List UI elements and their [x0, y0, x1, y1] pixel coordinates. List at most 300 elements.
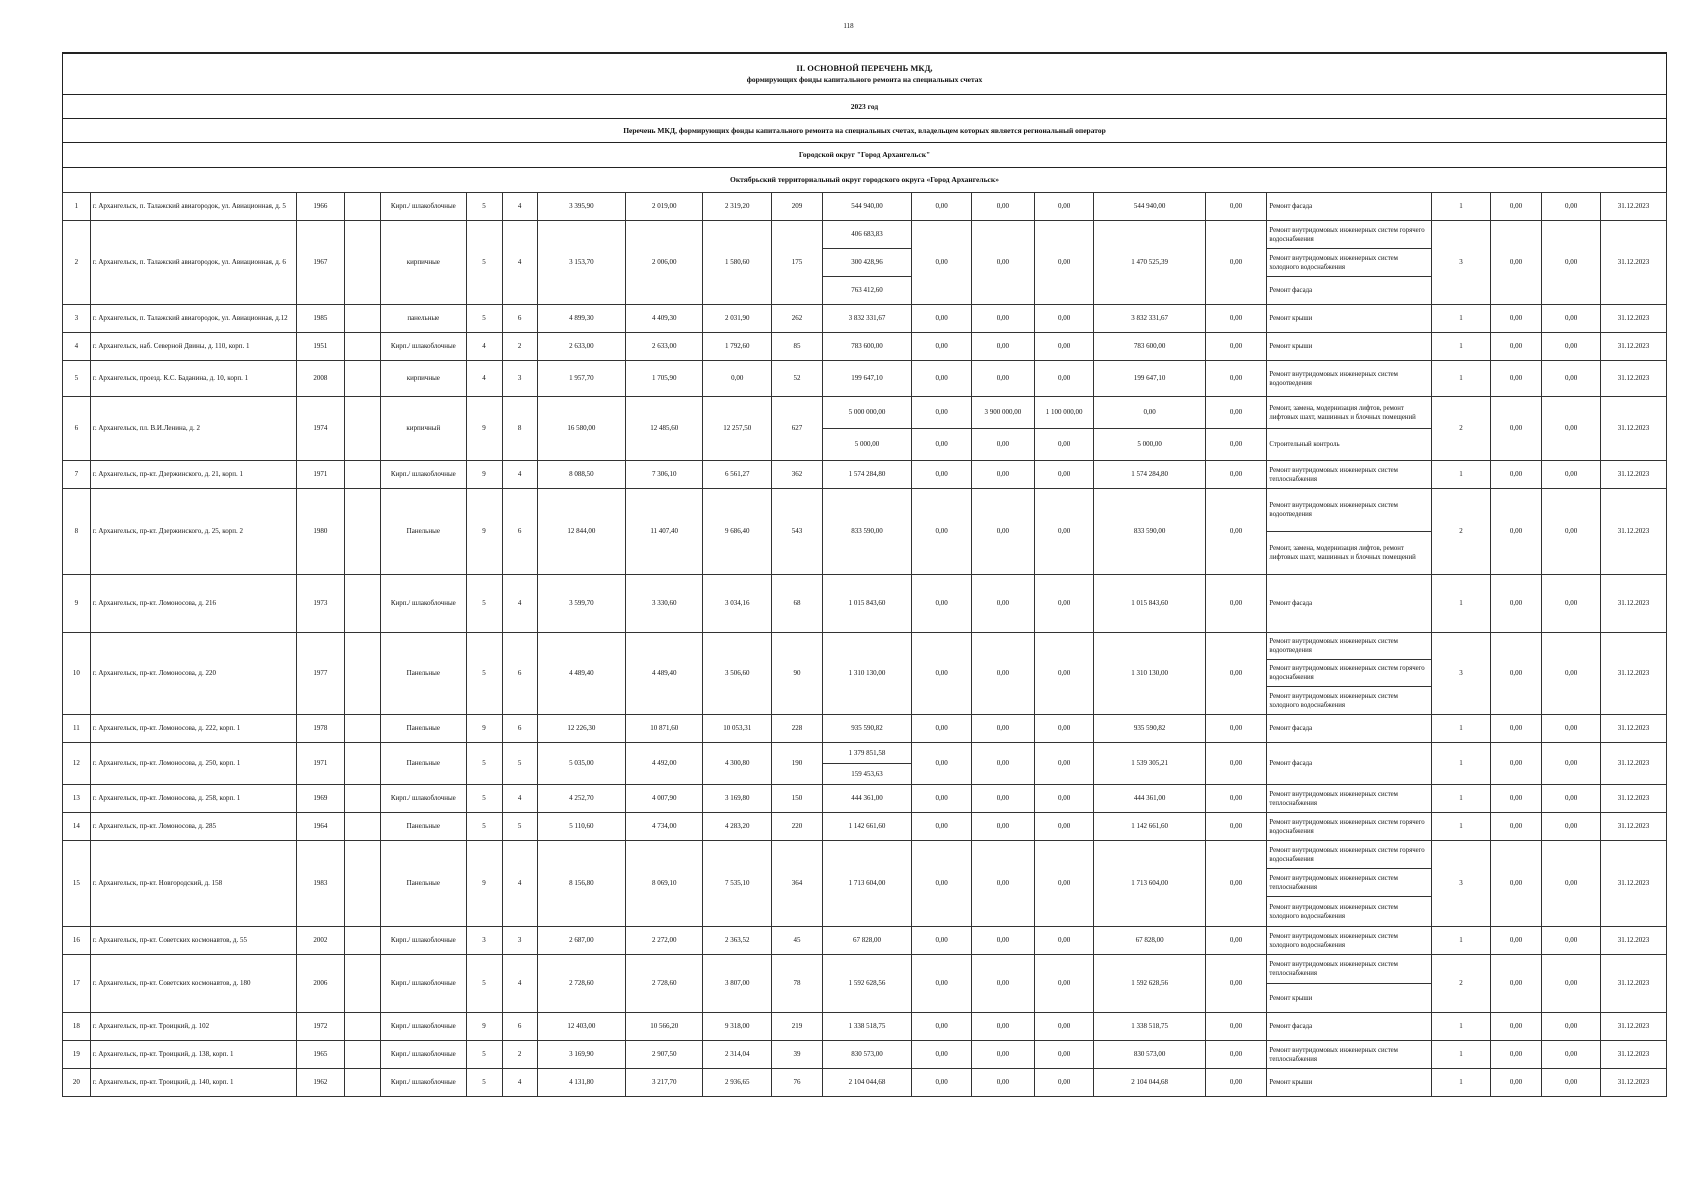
fund-owners: 830 573,00: [1094, 1041, 1205, 1069]
total-area: 4 489,40: [537, 633, 626, 715]
fund-federal: 0,00: [912, 1069, 972, 1097]
floors: 4: [466, 333, 502, 361]
specific-cost: 0,00: [1490, 743, 1541, 785]
fund-regional: 3 900 000,00: [971, 397, 1034, 429]
cost-total: 2 104 044,68: [822, 1069, 912, 1097]
work-type: Ремонт фасада: [1267, 277, 1432, 305]
fund-owners: 544 940,00: [1094, 193, 1205, 221]
address-cell: г. Архангельск, пр-кт. Ломоносова, д. 222, корп. 1: [90, 715, 296, 743]
work-type: Ремонт фасада: [1267, 743, 1432, 785]
works-count: 1: [1432, 305, 1491, 333]
fund-federal: 0,00: [912, 785, 972, 813]
works-count: 1: [1432, 461, 1491, 489]
fund-federal: 0,00: [912, 743, 972, 785]
plan-date: 31.12.2023: [1600, 333, 1666, 361]
fund-regional: 0,00: [971, 461, 1034, 489]
wall-material: Панельные: [381, 633, 466, 715]
floors: 5: [466, 1041, 502, 1069]
residents: 220: [772, 813, 822, 841]
owned-area: 2 314,04: [703, 1041, 772, 1069]
floors: 3: [466, 927, 502, 955]
fund-federal: 0,00: [912, 489, 972, 575]
entrances: 6: [502, 715, 537, 743]
row-number: 3: [63, 305, 91, 333]
specific-cost: 0,00: [1490, 575, 1541, 633]
floors: 9: [466, 489, 502, 575]
specific-cost: 0,00: [1490, 305, 1541, 333]
build-year: 1977: [296, 633, 344, 715]
fund-regional: 0,00: [971, 305, 1034, 333]
fund-local: 0,00: [1034, 1069, 1094, 1097]
work-type: Ремонт крыши: [1267, 984, 1432, 1013]
max-cost: 0,00: [1542, 361, 1601, 397]
work-type: Ремонт крыши: [1267, 333, 1432, 361]
floors: 5: [466, 955, 502, 1013]
build-year: 1974: [296, 397, 344, 461]
max-cost: 0,00: [1542, 333, 1601, 361]
cost-total: 199 647,10: [822, 361, 912, 397]
fund-other: 0,00: [1205, 333, 1267, 361]
total-area: 4 252,70: [537, 785, 626, 813]
residents: 68: [772, 575, 822, 633]
fund-local: 0,00: [1034, 715, 1094, 743]
total-area: 8 088,50: [537, 461, 626, 489]
fund-owners: 1 338 518,75: [1094, 1013, 1205, 1041]
work-type: Ремонт внутридомовых инженерных систем горячего водоснабжения: [1267, 813, 1432, 841]
owned-area: 3 034,16: [703, 575, 772, 633]
address-cell: г. Архангельск, пр-кт. Ломоносова, д. 250, корп. 1: [90, 743, 296, 785]
residents: 262: [772, 305, 822, 333]
living-area: 10 871,60: [626, 715, 703, 743]
living-area: 3 330,60: [626, 575, 703, 633]
fund-local: 0,00: [1034, 633, 1094, 715]
max-cost: 0,00: [1542, 305, 1601, 333]
build-year: 1980: [296, 489, 344, 575]
owned-area: 1 792,60: [703, 333, 772, 361]
residents: 52: [772, 361, 822, 397]
fund-regional: 0,00: [971, 715, 1034, 743]
build-year: 1985: [296, 305, 344, 333]
living-area: 2 633,00: [626, 333, 703, 361]
fund-regional: 0,00: [971, 333, 1034, 361]
work-type: Ремонт внутридомовых инженерных систем холодного водоснабжения: [1267, 897, 1432, 927]
specific-cost: 0,00: [1490, 927, 1541, 955]
fund-regional: 0,00: [971, 221, 1034, 305]
empty-cell: [345, 397, 381, 461]
fund-owners: 1 574 284,80: [1094, 461, 1205, 489]
address-cell: г. Архангельск, пр-кт. Дзержинского, д. 25, корп. 2: [90, 489, 296, 575]
address-cell: г. Архангельск, п. Талажский авиагородок, ул. Авиационная, д. 5: [90, 193, 296, 221]
living-area: 1 705,90: [626, 361, 703, 397]
work-type: Ремонт, замена, модернизация лифтов, ремонт лифтовых шахт, машинных и блочных помещений: [1267, 532, 1432, 575]
cost-total: 1 592 628,56: [822, 955, 912, 1013]
fund-local: 0,00: [1034, 813, 1094, 841]
fund-federal: 0,00: [912, 1041, 972, 1069]
cost-total: 5 000 000,00: [822, 397, 912, 429]
works-count: 3: [1432, 633, 1491, 715]
specific-cost: 0,00: [1490, 193, 1541, 221]
cost-total: 3 832 331,67: [822, 305, 912, 333]
wall-material: Кирп./ шлакоблочные: [381, 1013, 466, 1041]
table-row: [63, 1013, 1667, 1041]
floors: 5: [466, 743, 502, 785]
wall-material: Кирп./ шлакоблочные: [381, 1041, 466, 1069]
empty-cell: [345, 1013, 381, 1041]
owned-area: 2 936,65: [703, 1069, 772, 1097]
table-row: [63, 743, 1667, 764]
build-year: 2008: [296, 361, 344, 397]
owned-area: 4 300,80: [703, 743, 772, 785]
works-count: 1: [1432, 785, 1491, 813]
total-area: 2 687,00: [537, 927, 626, 955]
cost-total: 763 412,60: [822, 277, 912, 305]
specific-cost: 0,00: [1490, 1013, 1541, 1041]
max-cost: 0,00: [1542, 1013, 1601, 1041]
work-type: Ремонт внутридомовых инженерных систем водоотведения: [1267, 633, 1432, 660]
wall-material: кирпичный: [381, 397, 466, 461]
living-area: 4 492,00: [626, 743, 703, 785]
fund-federal: 0,00: [912, 575, 972, 633]
fund-other: 0,00: [1205, 305, 1267, 333]
fund-owners: 1 539 305,21: [1094, 743, 1205, 785]
row-number: 16: [63, 927, 91, 955]
work-type: Ремонт внутридомовых инженерных систем горячего водоснабжения: [1267, 221, 1432, 249]
floors: 9: [466, 397, 502, 461]
address-cell: г. Архангельск, пл. В.И.Ленина, д. 2: [90, 397, 296, 461]
fund-federal: 0,00: [912, 715, 972, 743]
work-type: Ремонт фасада: [1267, 1013, 1432, 1041]
row-number: 13: [63, 785, 91, 813]
fund-regional: 0,00: [971, 743, 1034, 785]
residents: 90: [772, 633, 822, 715]
owned-area: 12 257,50: [703, 397, 772, 461]
total-area: 4 899,30: [537, 305, 626, 333]
floors: 5: [466, 193, 502, 221]
plan-date: 31.12.2023: [1600, 743, 1666, 785]
max-cost: 0,00: [1542, 489, 1601, 575]
entrances: 2: [502, 333, 537, 361]
build-year: 1983: [296, 841, 344, 927]
fund-owners: 833 590,00: [1094, 489, 1205, 575]
owned-area: 4 283,20: [703, 813, 772, 841]
fund-federal: 0,00: [912, 841, 972, 927]
works-count: 1: [1432, 193, 1491, 221]
fund-regional: 0,00: [971, 1013, 1034, 1041]
work-type: Ремонт внутридомовых инженерных систем водоотведения: [1267, 361, 1432, 397]
fund-federal: 0,00: [912, 305, 972, 333]
fund-other: 0,00: [1205, 461, 1267, 489]
row-number: 11: [63, 715, 91, 743]
fund-owners: 5 000,00: [1094, 429, 1205, 461]
fund-owners: 444 361,00: [1094, 785, 1205, 813]
owned-area: 2 031,90: [703, 305, 772, 333]
fund-regional: 0,00: [971, 813, 1034, 841]
cost-total: 159 453,63: [822, 764, 912, 785]
fund-regional: 0,00: [971, 429, 1034, 461]
specific-cost: 0,00: [1490, 489, 1541, 575]
work-type: Ремонт внутридомовых инженерных систем холодного водоснабжения: [1267, 687, 1432, 715]
living-area: 2 006,00: [626, 221, 703, 305]
table-row: [63, 955, 1667, 984]
residents: 627: [772, 397, 822, 461]
fund-federal: 0,00: [912, 1013, 972, 1041]
entrances: 4: [502, 221, 537, 305]
fund-regional: 0,00: [971, 841, 1034, 927]
entrances: 8: [502, 397, 537, 461]
build-year: 2002: [296, 927, 344, 955]
residents: 45: [772, 927, 822, 955]
fund-federal: 0,00: [912, 927, 972, 955]
living-area: 7 306,10: [626, 461, 703, 489]
fund-local: 0,00: [1034, 429, 1094, 461]
owned-area: 3 506,60: [703, 633, 772, 715]
fund-other: 0,00: [1205, 361, 1267, 397]
cost-total: 5 000,00: [822, 429, 912, 461]
row-number: 6: [63, 397, 91, 461]
floors: 5: [466, 633, 502, 715]
specific-cost: 0,00: [1490, 715, 1541, 743]
fund-other: 0,00: [1205, 221, 1267, 305]
row-number: 18: [63, 1013, 91, 1041]
works-count: 2: [1432, 397, 1491, 461]
table-row: [63, 397, 1667, 429]
specific-cost: 0,00: [1490, 955, 1541, 1013]
fund-other: 0,00: [1205, 955, 1267, 1013]
wall-material: Панельные: [381, 841, 466, 927]
wall-material: Кирп./ шлакоблочные: [381, 461, 466, 489]
address-cell: г. Архангельск, пр-кт. Дзержинского, д. 21, корп. 1: [90, 461, 296, 489]
works-count: 1: [1432, 361, 1491, 397]
fund-other: 0,00: [1205, 715, 1267, 743]
fund-other: 0,00: [1205, 1069, 1267, 1097]
residents: 39: [772, 1041, 822, 1069]
wall-material: Кирп./ шлакоблочные: [381, 927, 466, 955]
table-row: [63, 841, 1667, 869]
work-type: Ремонт внутридомовых инженерных систем теплоснабжения: [1267, 1041, 1432, 1069]
floors: 5: [466, 221, 502, 305]
max-cost: 0,00: [1542, 633, 1601, 715]
fund-other: 0,00: [1205, 1041, 1267, 1069]
entrances: 4: [502, 1069, 537, 1097]
floors: 9: [466, 841, 502, 927]
wall-material: кирпичные: [381, 361, 466, 397]
wall-material: кирпичные: [381, 221, 466, 305]
plan-date: 31.12.2023: [1600, 927, 1666, 955]
max-cost: 0,00: [1542, 785, 1601, 813]
residents: 362: [772, 461, 822, 489]
fund-owners: 1 310 130,00: [1094, 633, 1205, 715]
total-area: 5 035,00: [537, 743, 626, 785]
address-cell: г. Архангельск, пр-кт. Ломоносова, д. 216: [90, 575, 296, 633]
fund-other: 0,00: [1205, 633, 1267, 715]
residents: 190: [772, 743, 822, 785]
work-type: Ремонт внутридомовых инженерных систем горячего водоснабжения: [1267, 841, 1432, 869]
fund-regional: 0,00: [971, 955, 1034, 1013]
fund-other: 0,00: [1205, 927, 1267, 955]
max-cost: 0,00: [1542, 461, 1601, 489]
entrances: 3: [502, 927, 537, 955]
specific-cost: 0,00: [1490, 221, 1541, 305]
max-cost: 0,00: [1542, 575, 1601, 633]
fund-local: 0,00: [1034, 1013, 1094, 1041]
floors: 5: [466, 305, 502, 333]
fund-other: 0,00: [1205, 489, 1267, 575]
empty-cell: [345, 785, 381, 813]
fund-other: 0,00: [1205, 193, 1267, 221]
fund-owners: 2 104 044,68: [1094, 1069, 1205, 1097]
empty-cell: [345, 1069, 381, 1097]
specific-cost: 0,00: [1490, 813, 1541, 841]
row-number: 2: [63, 221, 91, 305]
max-cost: 0,00: [1542, 397, 1601, 461]
max-cost: 0,00: [1542, 715, 1601, 743]
total-area: 4 131,80: [537, 1069, 626, 1097]
total-area: 3 599,70: [537, 575, 626, 633]
fund-owners: 1 713 604,00: [1094, 841, 1205, 927]
wall-material: Кирп./ шлакоблочные: [381, 575, 466, 633]
works-count: 1: [1432, 575, 1491, 633]
work-type: Ремонт внутридомовых инженерных систем теплоснабжения: [1267, 461, 1432, 489]
fund-local: 0,00: [1034, 193, 1094, 221]
total-area: 2 728,60: [537, 955, 626, 1013]
address-cell: г. Архангельск, пр-кт. Ломоносова, д. 220: [90, 633, 296, 715]
fund-owners: 3 832 331,67: [1094, 305, 1205, 333]
empty-cell: [345, 489, 381, 575]
cost-total: 1 142 661,60: [822, 813, 912, 841]
fund-owners: 199 647,10: [1094, 361, 1205, 397]
entrances: 4: [502, 461, 537, 489]
empty-cell: [345, 461, 381, 489]
cost-total: 1 338 518,75: [822, 1013, 912, 1041]
owned-area: 9 686,40: [703, 489, 772, 575]
max-cost: 0,00: [1542, 841, 1601, 927]
works-count: 1: [1432, 1069, 1491, 1097]
fund-local: 0,00: [1034, 575, 1094, 633]
works-count: 1: [1432, 927, 1491, 955]
total-area: 3 395,90: [537, 193, 626, 221]
row-number: 14: [63, 813, 91, 841]
cost-total: 1 379 851,58: [822, 743, 912, 764]
empty-cell: [345, 743, 381, 785]
living-area: 8 069,10: [626, 841, 703, 927]
owned-area: 0,00: [703, 361, 772, 397]
work-type: Ремонт, замена, модернизация лифтов, ремонт лифтовых шахт, машинных и блочных помещений: [1267, 397, 1432, 429]
floors: 9: [466, 461, 502, 489]
empty-cell: [345, 333, 381, 361]
residents: 364: [772, 841, 822, 927]
build-year: 1964: [296, 813, 344, 841]
fund-local: 0,00: [1034, 305, 1094, 333]
specific-cost: 0,00: [1490, 461, 1541, 489]
entrances: 3: [502, 361, 537, 397]
specific-cost: 0,00: [1490, 841, 1541, 927]
wall-material: Кирп./ шлакоблочные: [381, 955, 466, 1013]
owned-area: 2 363,52: [703, 927, 772, 955]
table-row: [63, 575, 1667, 633]
fund-other: 0,00: [1205, 743, 1267, 785]
row-number: 9: [63, 575, 91, 633]
specific-cost: 0,00: [1490, 1041, 1541, 1069]
table-row: [63, 1069, 1667, 1097]
total-area: 16 580,00: [537, 397, 626, 461]
fund-local: 0,00: [1034, 785, 1094, 813]
work-type: Ремонт крыши: [1267, 305, 1432, 333]
wall-material: Кирп./ шлакоблочные: [381, 333, 466, 361]
build-year: 1969: [296, 785, 344, 813]
row-number: 10: [63, 633, 91, 715]
fund-local: 0,00: [1034, 461, 1094, 489]
cost-total: 544 940,00: [822, 193, 912, 221]
cost-total: 300 428,96: [822, 249, 912, 277]
plan-date: 31.12.2023: [1600, 461, 1666, 489]
empty-cell: [345, 305, 381, 333]
empty-cell: [345, 955, 381, 1013]
table-row: [63, 305, 1667, 333]
floors: 5: [466, 1069, 502, 1097]
cost-total: 1 713 604,00: [822, 841, 912, 927]
city-heading: Городской округ "Город Архангельск": [62, 142, 1667, 167]
table-row: [63, 221, 1667, 249]
fund-federal: 0,00: [912, 193, 972, 221]
living-area: 2 272,00: [626, 927, 703, 955]
fund-local: 0,00: [1034, 361, 1094, 397]
works-count: 1: [1432, 333, 1491, 361]
plan-date: 31.12.2023: [1600, 193, 1666, 221]
entrances: 6: [502, 305, 537, 333]
fund-federal: 0,00: [912, 429, 972, 461]
fund-other: 0,00: [1205, 785, 1267, 813]
entrances: 4: [502, 193, 537, 221]
specific-cost: 0,00: [1490, 361, 1541, 397]
table-row: [63, 489, 1667, 532]
total-area: 3 153,70: [537, 221, 626, 305]
cost-total: 935 590,82: [822, 715, 912, 743]
plan-date: 31.12.2023: [1600, 1013, 1666, 1041]
address-cell: г. Архангельск, п. Талажский авиагородок, ул. Авиационная, д.12: [90, 305, 296, 333]
plan-date: 31.12.2023: [1600, 813, 1666, 841]
specific-cost: 0,00: [1490, 785, 1541, 813]
total-area: 12 844,00: [537, 489, 626, 575]
max-cost: 0,00: [1542, 1041, 1601, 1069]
fund-owners: 0,00: [1094, 397, 1205, 429]
residents: 85: [772, 333, 822, 361]
total-area: 12 403,00: [537, 1013, 626, 1041]
table-row: [63, 461, 1667, 489]
floors: 4: [466, 361, 502, 397]
table-row: [63, 813, 1667, 841]
owned-area: 2 319,20: [703, 193, 772, 221]
living-area: 12 485,60: [626, 397, 703, 461]
specific-cost: 0,00: [1490, 633, 1541, 715]
build-year: 1972: [296, 1013, 344, 1041]
work-type: Строительный контроль: [1267, 429, 1432, 461]
address-cell: г. Архангельск, пр-кт. Ломоносова, д. 285: [90, 813, 296, 841]
fund-owners: 1 015 843,60: [1094, 575, 1205, 633]
residents: 150: [772, 785, 822, 813]
empty-cell: [345, 1041, 381, 1069]
floors: 5: [466, 785, 502, 813]
fund-local: 0,00: [1034, 743, 1094, 785]
mkd-table: [62, 192, 1667, 1097]
fund-local: 1 100 000,00: [1034, 397, 1094, 429]
residents: 175: [772, 221, 822, 305]
residents: 78: [772, 955, 822, 1013]
page-number: 118: [843, 22, 854, 30]
work-type: Ремонт внутридомовых инженерных систем теплоснабжения: [1267, 785, 1432, 813]
plan-date: 31.12.2023: [1600, 361, 1666, 397]
works-count: 2: [1432, 489, 1491, 575]
max-cost: 0,00: [1542, 813, 1601, 841]
